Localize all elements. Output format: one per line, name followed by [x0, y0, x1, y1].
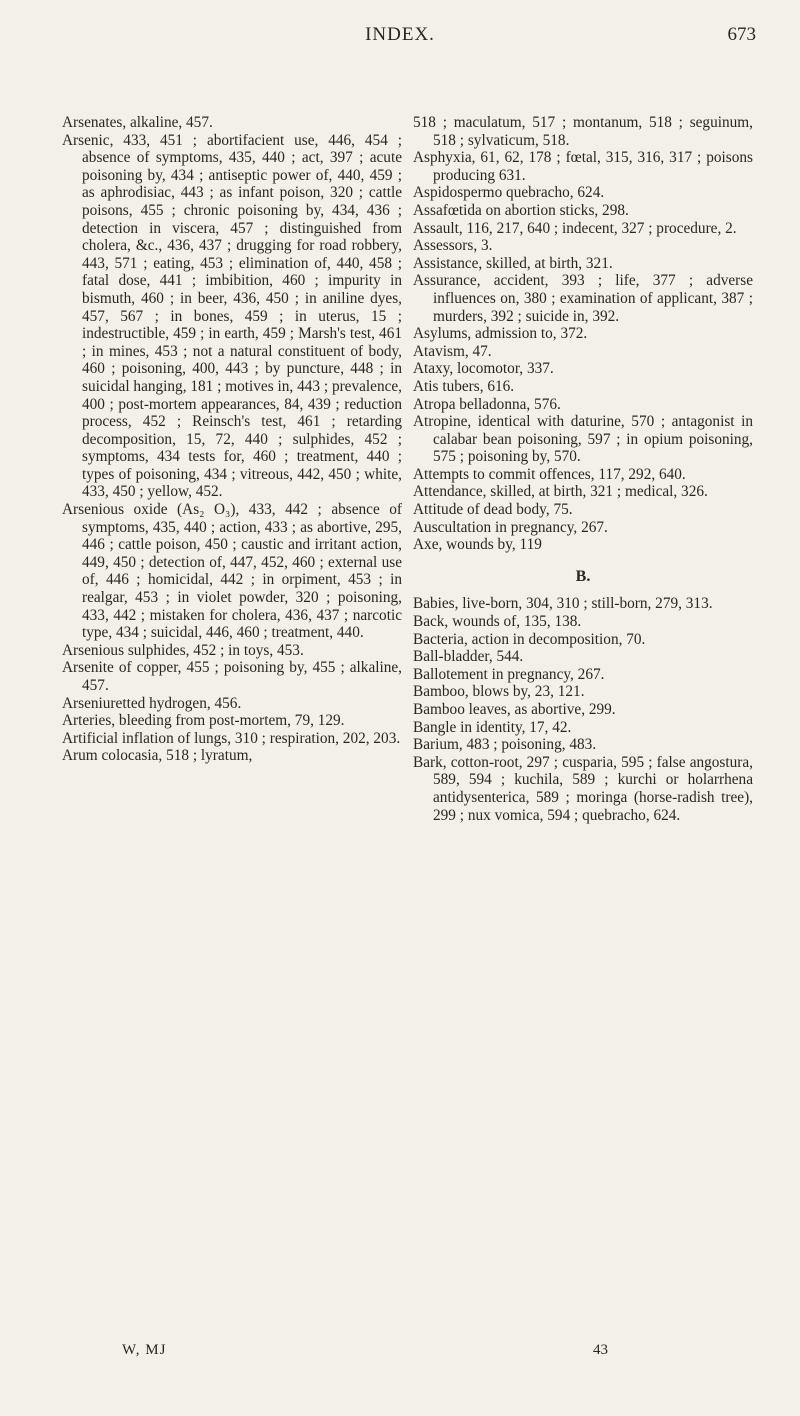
index-entry: Arsenious sulphides, 452 ; in toys, 453. — [62, 641, 304, 659]
index-entry: Asylums, admission to, 372. — [413, 325, 588, 343]
index-entry: Atavism, 47. — [413, 342, 492, 360]
page-number: 673 — [727, 24, 756, 45]
index-entry: Attempts to commit offences, 117, 292, 640. — [413, 465, 686, 483]
index-entry: Artificial inflation of lungs, 310 ; respiration, 202, 203. — [62, 729, 401, 747]
index-entry: Assistance, skilled, at birth, 321. — [413, 254, 613, 272]
index-column-right — [413, 114, 753, 824]
index-entry: Arum colocasia, 518 ; lyratum, — [62, 747, 253, 765]
page-footer — [0, 1342, 800, 1364]
index-entry: Assafœtida on abortion sticks, 298. — [413, 201, 629, 219]
index-entry: Ataxy, locomotor, 337. — [413, 360, 554, 378]
index-entry: Arsenates, alkaline, 457. — [62, 114, 213, 131]
sheet-number: 43 — [593, 1342, 608, 1358]
index-entry: 518 ; maculatum, 517 ; montanum, 518 ; seguinum, 518 ; sylvaticum, 518. — [413, 114, 753, 149]
index-entry: Atropine, identical with daturine, 570 ; antagonist in calabar bean poisoning, 597 ; in opium poisoning, 575 ; poisoning by, 570. — [413, 413, 753, 466]
index-entry: Back, wounds of, 135, 138. — [413, 613, 582, 631]
section-letter: B. — [575, 567, 591, 585]
index-entry: Asphyxia, 61, 62, 178 ; fœtal, 315, 316, 317 ; poisons producing 631. — [413, 149, 753, 184]
index-entry: Bacteria, action in decomposition, 70. — [413, 630, 646, 648]
running-title: INDEX. — [365, 24, 435, 45]
page-header — [0, 24, 800, 54]
index-entry: Arsenite of copper, 455 ; poisoning by, 455 ; alkaline, 457. — [62, 659, 402, 694]
printer-signature: W, MJ — [122, 1342, 167, 1358]
index-entry: Babies, live-born, 304, 310 ; still-born, 279, 313. — [413, 595, 713, 613]
index-entry: Arsenic, 433, 451 ; abortifacient use, 446, 454 ; absence of symptoms, 435, 440 ; act, 397 ; acute poisoning by, 434 ; antiseptic power of, 440, 459 ; as aphrodisiac, 443 ; as infant poison, 320 ; cattle poisons, 455 ; chronic poisoning by, 434, 436 ; detection in viscera, 457 ; distinguished from cholera, &c., 436, 437 ; drugging for road robbery, 443, 571 ; eating, 453 ; elimination of, 440, 458 ; fatal dose, 441 ; imbibition, 460 ; impurity in bismuth, 460 ; in beer, 436, 450 ; in aniline dyes, 457, 567 ; in bones, 459 ; in uterus, 15 ; indestructible, 459 ; in earth, 459 ; Marsh's test, 461 ; in mines, 453 ; not a natural constituent of body, 460 ; poisoning, 400, 443 ; by puncture, 448 ; in suicidal hanging, 181 ; motives in, 443 ; prevalence, 400 ; post-mortem appearances, 84, 439 ; reduction process, 452 ; Reinsch's test, 461 ; retarding decomposition, 15, 72, 440 ; sulphides, 452 ; symptoms, 434 tests for, 460 ; treatment, 440 ; types of poisoning, 434 ; vitreous, 442, 450 ; white, 433, 450 ; yellow, 452. — [62, 131, 402, 501]
index-entry: Arseniuretted hydrogen, 456. — [62, 694, 242, 712]
index-entry: Ball-bladder, 544. — [413, 648, 524, 666]
index-entry: Attendance, skilled, at birth, 321 ; medical, 326. — [413, 483, 708, 501]
index-entry: Arteries, bleeding from post-mortem, 79, 129. — [62, 712, 345, 730]
index-entry: Atropa belladonna, 576. — [413, 395, 561, 413]
index-entry: Auscultation in pregnancy, 267. — [413, 518, 608, 536]
index-entry: Assessors, 3. — [413, 237, 493, 255]
index-entry: Ballotement in pregnancy, 267. — [413, 665, 605, 683]
index-entry: Bamboo, blows by, 23, 121. — [413, 683, 585, 701]
index-entry: Aspidospermo quebracho, 624. — [413, 184, 605, 202]
index-entry: Arsenious oxide (As₂ O₃), 433, 442 ; absence of symptoms, 435, 440 ; action, 433 ; as abortive, 295, 446 ; cattle poison, 450 ; caustic and irritant action, 449, 450 ; detection of, 447, 452, 460 ; external use of, 446 ; homicidal, 442 ; in orpiment, 453 ; in realgar, 453 ; in violet powder, 320 ; poisoning, 433, 442 ; mistaken for cholera, 436, 437 ; narcotic type, 434 ; suicidal, 446, 460 ; treatment, 440. — [62, 501, 402, 642]
index-entry: Barium, 483 ; poisoning, 483. — [413, 736, 597, 754]
index-entry: Bark, cotton-root, 297 ; cusparia, 595 ; false angostura, 589, 594 ; kuchila, 589 ; kurchi or holarrhena antidysenterica, 589 ; moringa (horse-radish tree), 299 ; nux vomica, 594 ; quebracho, 624. — [413, 753, 753, 824]
index-entry: Assurance, accident, 393 ; life, 377 ; adverse influences on, 380 ; examination of applicant, 387 ; murders, 392 ; suicide in, 392. — [413, 272, 753, 325]
index-entry: Bangle in identity, 17, 42. — [413, 718, 572, 736]
index-entry: Assault, 116, 217, 640 ; indecent, 327 ; procedure, 2. — [413, 219, 737, 237]
index-entry: Atis tubers, 616. — [413, 377, 515, 395]
index-entry: Axe, wounds by, 119 — [413, 536, 542, 554]
index-column-left — [62, 114, 402, 765]
index-entry: Attitude of dead body, 75. — [413, 501, 573, 519]
index-entry: Bamboo leaves, as abortive, 299. — [413, 701, 616, 718]
